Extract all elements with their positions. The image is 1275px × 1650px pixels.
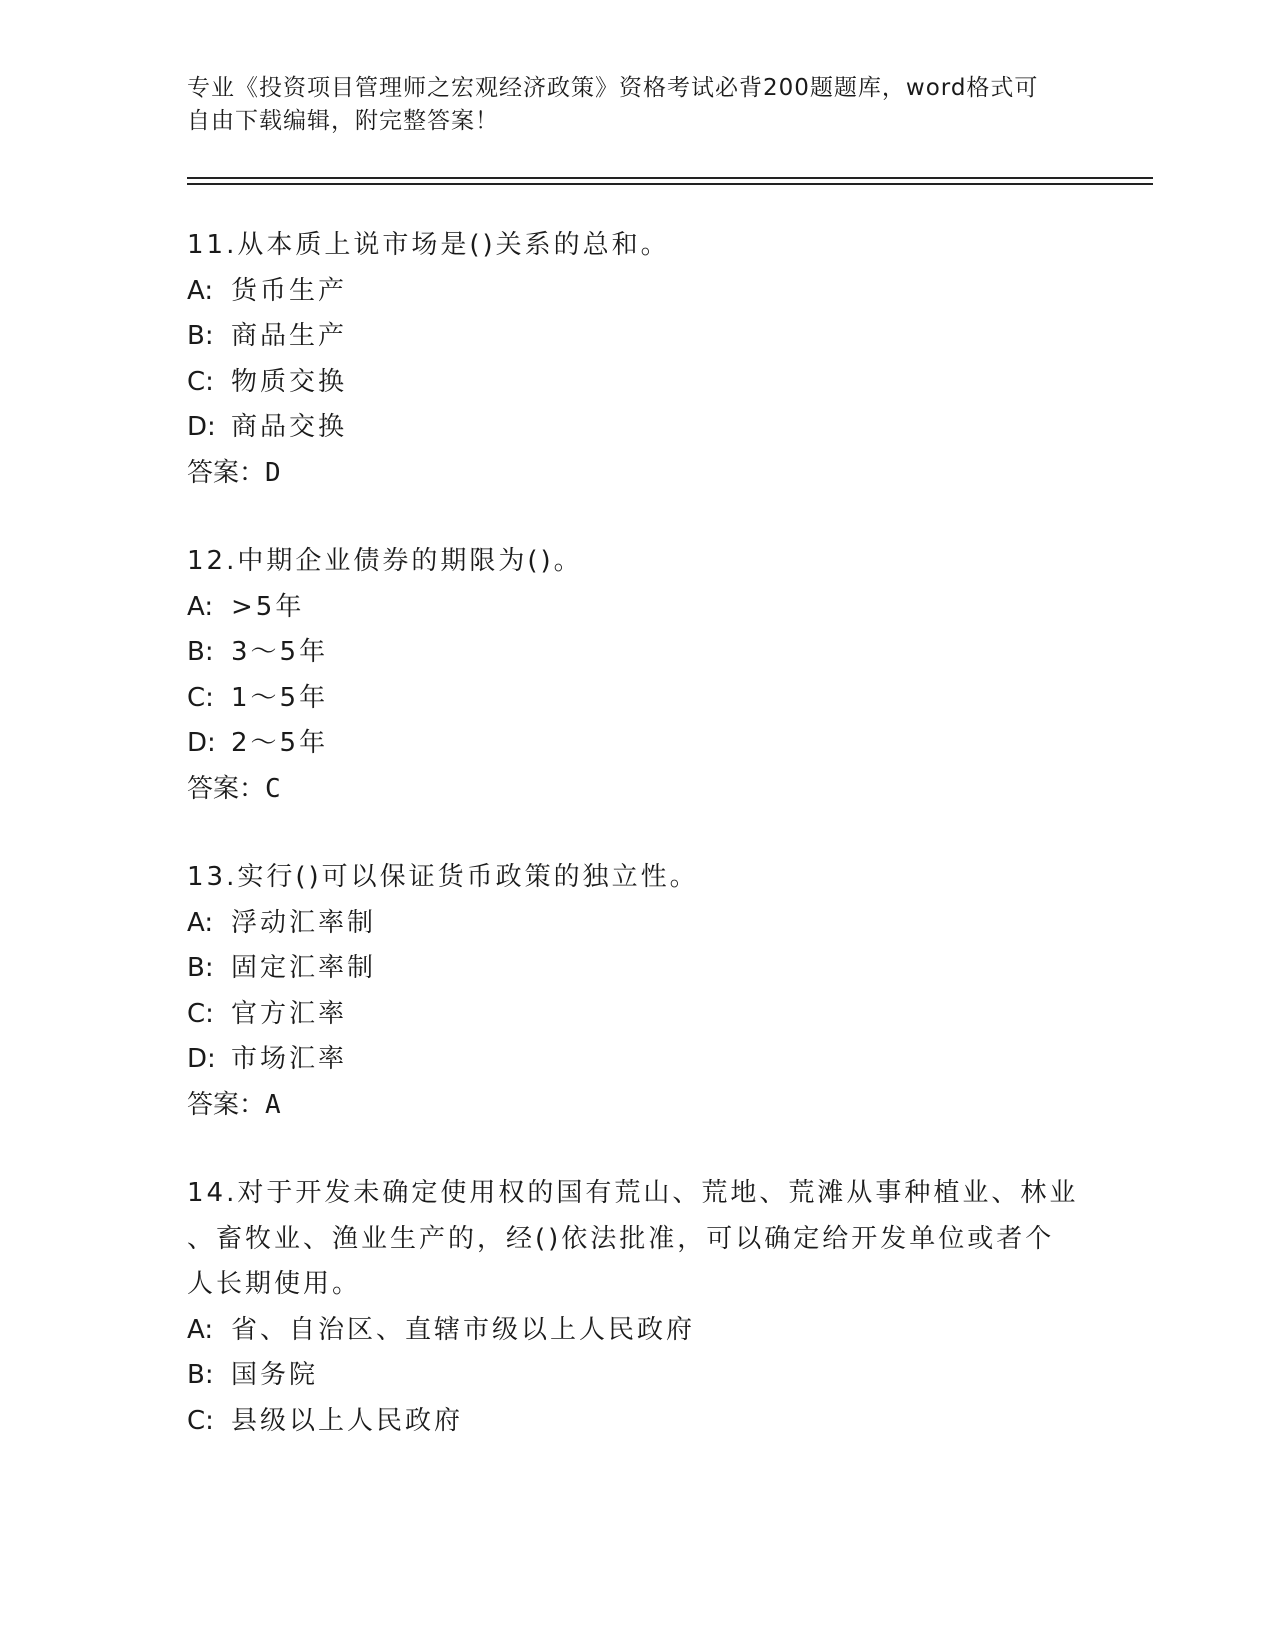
question-stem: 12.中期企业债券的期限为()。 [187,546,583,576]
option-key: A: [187,591,214,622]
option-c [187,360,1087,406]
option-text: 货币生产 [231,275,348,306]
option-key: C: [187,1405,214,1436]
option-d [187,721,1087,767]
option-key: C: [187,682,214,713]
question-14 [187,1171,1087,1444]
answer-label: 答案： [187,1089,266,1120]
option-a [187,901,1087,947]
option-text: 县级以上人民政府 [231,1405,464,1436]
question-stem: 11.从本质上说市场是()关系的总和。 [187,230,670,260]
option-text: 3～5年 [231,637,329,667]
option-text: 市场汇率 [231,1044,348,1074]
option-a [187,1308,1087,1354]
header-divider-top [187,177,1153,179]
option-b [187,630,1087,676]
answer-value: C [265,773,281,804]
option-d [187,405,1087,451]
option-key: B: [187,1360,214,1390]
option-a [187,585,1087,631]
option-b [187,1353,1087,1399]
option-text: 固定汇率制 [231,953,377,983]
question-stem-line-2: 、畜牧业、渔业生产的，经()依法批准，可以确定给开发单位或者个 [187,1223,1055,1254]
option-b [187,946,1087,992]
option-key: A: [187,907,214,938]
option-b [187,314,1087,360]
option-key: C: [187,366,214,397]
question-11 [187,223,1087,496]
option-key: A: [187,275,214,306]
option-text: 1～5年 [231,682,329,713]
option-c [187,1399,1087,1445]
question-stem: 13.实行()可以保证货币政策的独立性。 [187,862,699,892]
answer-line [187,1083,1087,1129]
option-text: 商品生产 [231,321,348,351]
header-title-line-1: 专业《投资项目管理师之宏观经济政策》资格考试必背200题题库，word格式可 [187,75,1039,101]
document-header [187,72,1067,138]
question-stem-line-3: 人长期使用。 [187,1269,362,1299]
option-c [187,676,1087,722]
option-key: D: [187,412,216,442]
option-text: 官方汇率 [231,998,348,1029]
question-12 [187,539,1087,812]
header-divider-bottom [187,183,1153,185]
header-title-line-2: 自由下载编辑，附完整答案！ [187,108,499,134]
option-c [187,992,1087,1038]
option-key: C: [187,998,214,1029]
option-key: B: [187,321,214,351]
option-text: 国务院 [231,1360,319,1390]
question-13 [187,855,1087,1128]
answer-line [187,451,1087,497]
answer-value: A [265,1089,281,1120]
option-text: 2～5年 [231,728,329,758]
answer-label: 答案： [187,773,266,804]
option-d [187,1037,1087,1083]
option-text: 商品交换 [231,412,348,442]
option-text: 省、自治区、直辖市级以上人民政府 [231,1314,696,1345]
option-text: 物质交换 [231,366,348,397]
answer-line [187,767,1087,813]
option-key: B: [187,637,214,667]
option-text: 浮动汇率制 [231,907,377,938]
option-key: B: [187,953,214,983]
question-stem-line-1: 14.对于开发未确定使用权的国有荒山、荒地、荒滩从事种植业、林业 [187,1178,1079,1208]
option-text: >5年 [231,591,305,622]
option-a [187,269,1087,315]
answer-value: D [265,457,281,488]
answer-label: 答案： [187,457,266,488]
option-key: D: [187,1044,216,1074]
option-key: A: [187,1314,214,1345]
option-key: D: [187,728,216,758]
